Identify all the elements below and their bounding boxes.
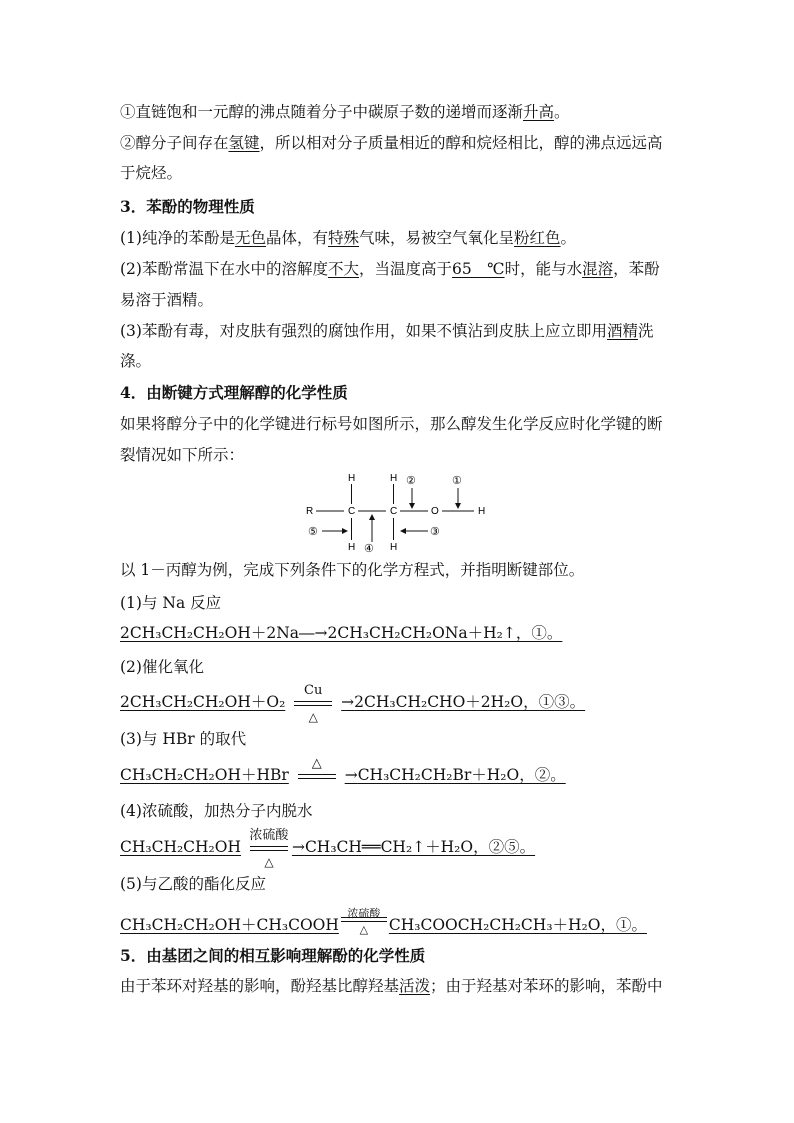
reaction-3-equation: CH₃CH₂CH₂OH＋HBr △ →CH₃CH₂CH₂Br＋H₂O，②。 — [120, 763, 566, 788]
alcohol-bond-diagram — [300, 470, 500, 558]
diagram-h-c2-bot: H — [390, 542, 398, 553]
heading-group-interaction: 5．由基团之间的相互影响理解酚的化学性质 — [120, 946, 426, 965]
paragraph-phenol-2: (2)苯酚常温下在水中的溶解度不大，当温度高于65 ℃时，能与水混溶，苯酚 — [120, 260, 660, 278]
paragraph-bond-intro: 如果将醇分子中的化学键进行标号如图所示，那么醇发生化学反应时化学键的断 — [120, 415, 663, 433]
reaction-5-title: (5)与乙酸的酯化反应 — [120, 875, 266, 893]
reaction-5-equation: CH₃CH₂CH₂OH＋CH₃COOH 浓硫酸 △ CH₃COOCH₂CH₂CH₃＋H₂O，①。 — [120, 907, 647, 936]
diagram-r: R — [306, 506, 314, 517]
paragraph-propanol-intro: 以 1－丙醇为例，完成下列条件下的化学方程式，并指明断键部位。 — [120, 561, 585, 579]
reaction-1-equation: 2CH₃CH₂CH₂OH＋2Na―→2CH₃CH₂CH₂ONa＋H₂↑，①。 — [120, 624, 563, 642]
reaction-4-equation: CH₃CH₂CH₂OH 浓硫酸 △ →CH₃CH══CH₂↑＋H₂O，②⑤。 — [120, 828, 536, 869]
diagram-label-5: ⑤ — [308, 526, 318, 538]
paragraph-boiling-point-2-cont: 于烷烃。 — [120, 164, 183, 182]
reaction-4-title: (4)浓硫酸，加热分子内脱水 — [120, 802, 313, 820]
paragraph-boiling-point-2: ②醇分子间存在氢键，所以相对分子质量相近的醇和烷烃相比，醇的沸点远远高 — [120, 134, 663, 152]
heading-bond-breaking: 4．由断键方式理解醇的化学性质 — [120, 383, 348, 402]
diagram-label-4: ④ — [364, 543, 374, 555]
diagram-o: O — [431, 506, 439, 517]
reaction-1-title: (1)与 Na 反应 — [120, 594, 222, 612]
reaction-2-equation: 2CH₃CH₂CH₂OH＋O₂ Cu △ →2CH₃CH₂CHO＋2H₂O，①③。 — [120, 683, 586, 724]
diagram-h-c1-bot: H — [348, 542, 356, 553]
diagram-label-1: ① — [452, 475, 462, 487]
paragraph-phenol-3: (3)苯酚有毒，对皮肤有强烈的腐蚀作用，如果不慎沾到皮肤上应立即用酒精洗 — [120, 322, 654, 340]
reaction-2-condition: Cu △ — [290, 691, 336, 715]
paragraph-phenol-chemistry: 由于苯环对羟基的影响，酚羟基比醇羟基活泼；由于羟基对苯环的影响，苯酚中 — [120, 977, 663, 995]
diagram-c1: C — [348, 506, 356, 517]
diagram-label-3: ③ — [430, 526, 440, 538]
paragraph-phenol-1: (1)纯净的苯酚是无色晶体，有特殊气味，易被空气氧化呈粉红色。 — [120, 229, 577, 247]
reaction-4-condition: 浓硫酸 △ — [249, 828, 289, 869]
diagram-h-c2-top: H — [390, 473, 398, 484]
reaction-3-condition: △ — [294, 764, 340, 788]
diagram-h-c1-top: H — [348, 473, 356, 484]
paragraph-phenol-3-cont: 涤。 — [120, 352, 152, 370]
reaction-3-title: (3)与 HBr 的取代 — [120, 730, 247, 748]
diagram-h-right: H — [478, 506, 486, 517]
heading-phenol-physical: 3．苯酚的物理性质 — [120, 197, 255, 216]
diagram-label-2: ② — [406, 475, 416, 487]
paragraph-phenol-2-cont: 易溶于酒精。 — [120, 291, 214, 309]
reaction-5-condition: 浓硫酸 △ — [339, 914, 389, 938]
paragraph-bond-intro-cont: 裂情况如下所示： — [120, 446, 245, 464]
reaction-2-title: (2)催化氧化 — [120, 658, 204, 676]
paragraph-boiling-point-1: ①直链饱和一元醇的沸点随着分子中碳原子数的递增而逐渐升高。 — [120, 103, 570, 121]
diagram-c2: C — [390, 506, 398, 517]
